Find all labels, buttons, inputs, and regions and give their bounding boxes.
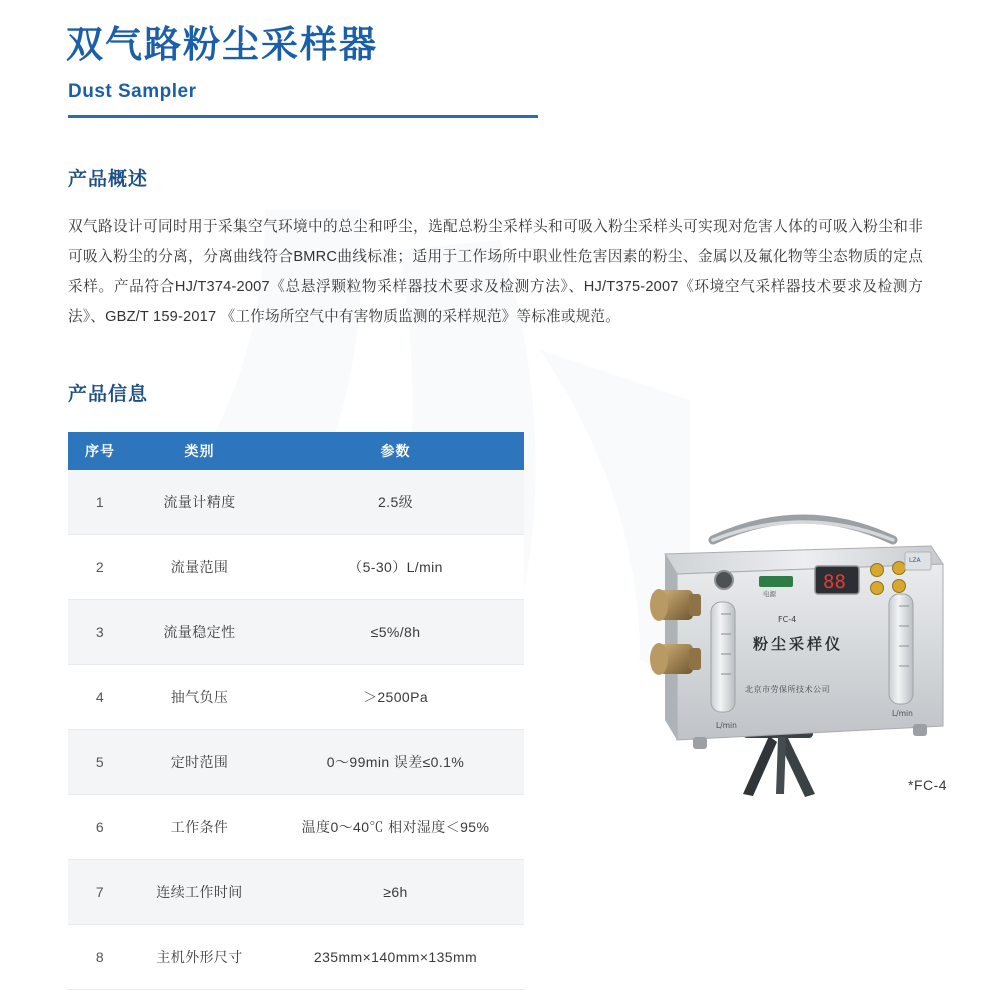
table-row (68, 534, 524, 599)
cell-category: 主机外形尺寸 (132, 924, 267, 989)
cell-category: 连续工作时间 (132, 859, 267, 924)
digital-display (815, 566, 859, 594)
table-header-value: 参数 (267, 432, 524, 470)
product-info-heading: 产品信息 (68, 383, 149, 405)
photo-caption: *FC-4 (908, 776, 948, 793)
cell-index: 5 (68, 729, 132, 794)
table-header-row (68, 432, 524, 470)
cell-value: 0～99min 误差≤0.1% (267, 729, 524, 794)
cell-index: 8 (68, 924, 132, 989)
device-foot-right (913, 724, 927, 736)
table-row (68, 924, 524, 989)
cell-category: 工作条件 (132, 794, 267, 859)
device-foot-left (693, 737, 707, 749)
spec-table (68, 432, 524, 990)
cell-value: 温度0～40℃ 相对湿度＜95% (267, 794, 524, 859)
device-name-text: 粉尘采样仪 (753, 634, 844, 653)
table-row (68, 664, 524, 729)
terminal-strip (759, 576, 793, 587)
product-info-section (0, 379, 990, 990)
cell-category: 流量稳定性 (132, 599, 267, 664)
page-title: 双气路粉尘采样器 (66, 24, 378, 65)
table-row (68, 729, 524, 794)
dust-sampler-illustration (593, 494, 990, 824)
table-header-category: 类别 (132, 432, 267, 470)
flow-meter-right (889, 594, 913, 704)
brand-plate-text: LZA (909, 556, 921, 564)
table-row (68, 470, 524, 535)
cell-value: ≤5%/8h (267, 599, 524, 664)
overview-heading: 产品概述 (68, 169, 149, 191)
cell-value: ＞2500Pa (267, 664, 524, 729)
cell-value: 235mm×140mm×135mm (267, 924, 524, 989)
cell-index: 1 (68, 470, 132, 535)
table-row (68, 794, 524, 859)
cell-category: 定时范围 (132, 729, 267, 794)
header-divider (68, 115, 538, 118)
flow-meter-left (711, 602, 735, 712)
device-company-text: 北京市劳保所技术公司 (745, 684, 830, 694)
cell-value: （5-30）L/min (267, 534, 524, 599)
flow-meter-left-label: L/min (716, 720, 737, 730)
cell-category: 抽气负压 (132, 664, 267, 729)
cell-index: 6 (68, 794, 132, 859)
cell-category: 流量计精度 (132, 470, 267, 535)
cell-value: 2.5级 (267, 470, 524, 535)
cell-category: 流量范围 (132, 534, 267, 599)
cell-index: 3 (68, 599, 132, 664)
cell-index: 7 (68, 859, 132, 924)
overview-section (0, 164, 990, 333)
power-socket[interactable] (715, 571, 733, 589)
flow-meter-right-label: L/min (892, 708, 913, 718)
display-value: 88 (823, 570, 846, 593)
overview-body: 双气路设计可同时用于采集空气环境中的总尘和呼尘，选配总粉尘采样头和可吸入粉尘采样头可实现对危害人体的可吸入粉尘和非可吸入粉尘的分离，分离曲线符合BMRC曲线标准；适用于工作场所中职业性危害因素的粉尘、金属以及氟化物等尘态物质的定点采样。产品符合HJ/T374-2007《总悬浮颗粒物采样器技术要求及检测方法》、HJ/T375-2007《环境空气采样器技术要求及检测方法》、GBZ/T 159-2017 《工作场所空气中有害物质监测的采样规范》等标准或规范。 (68, 219, 923, 325)
page-subtitle: Dust Sampler (68, 81, 197, 103)
page-header (0, 0, 990, 118)
table-header-index: 序号 (68, 432, 132, 470)
table-row (68, 859, 524, 924)
cell-index: 2 (68, 534, 132, 599)
device-model-text: FC-4 (778, 614, 797, 624)
cell-value: ≥6h (267, 859, 524, 924)
power-label: 电源 (763, 589, 776, 598)
table-row (68, 599, 524, 664)
cell-index: 4 (68, 664, 132, 729)
